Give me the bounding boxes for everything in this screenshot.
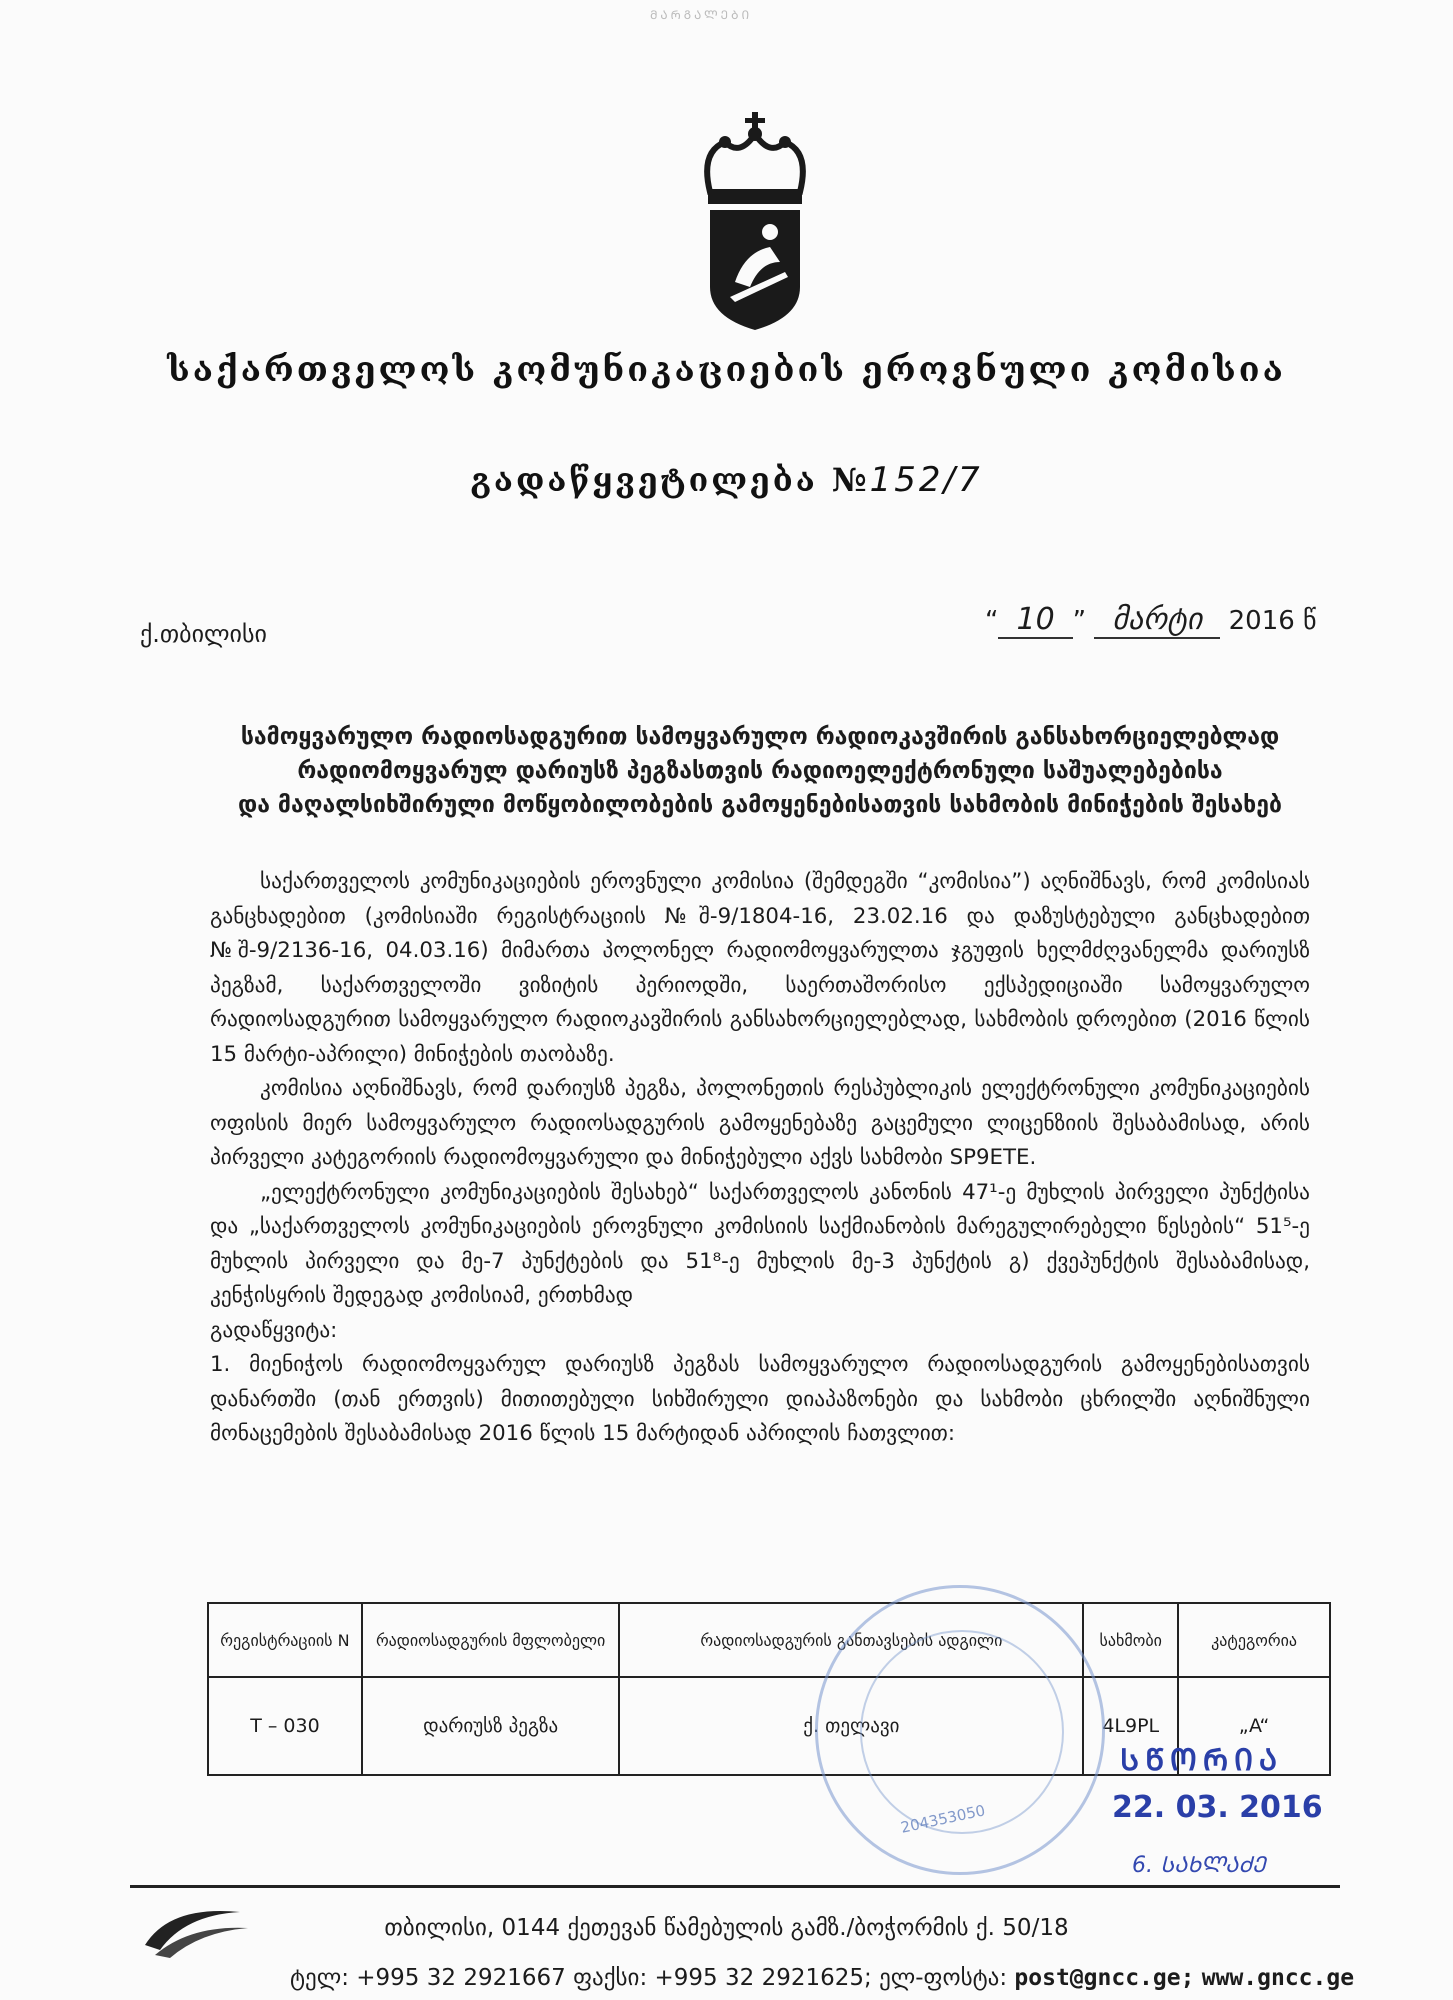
footer-contacts [290, 1965, 1354, 1991]
table-header-cell: რადიოსადგურის მფლობელი [362, 1603, 620, 1677]
footer-email[interactable]: post@gncc.ge; [1014, 1965, 1195, 1991]
decree-prefix: გადაწყვეტილება № [470, 461, 870, 499]
subject-line: სამოყვარულო რადიოსადგურით სამოყვარულო რადიოკავშირის განსახორციელებლად [240, 724, 1280, 750]
footer-fax: ფაქსი: +995 32 2921625; [573, 1965, 872, 1991]
coat-of-arms-icon [690, 112, 820, 332]
scan-mark: ᲛᲐᲠᲒᲐᲚᲔᲑᲘ [650, 8, 753, 22]
table-header-cell: რადიოსადგურის განთავსების ადგილი [619, 1603, 1083, 1677]
table-cell: ქ. თელავი [619, 1677, 1083, 1775]
body-paragraph: „ელექტრონული კომუნიკაციების შესახებ“ საქართველოს კანონის 47¹-ე მუხლის პირველი პუნქტისა და „საქართველოს კომუნიკაციების ეროვნული კომისიის საქმიანობის მარეგულირებელი წესების“ 51⁵-ე მუხლის პირველი და მე-7 პუნქტების და 51⁸-ე მუხლის მე-3 პუნქტის გ) ქვეპუნქტის შესაბამისად, კენჭისყრის შედეგად კომისიამ, ერთხმად [210, 1179, 1310, 1308]
decree-body [210, 865, 1310, 1452]
date-month: მარტი [1094, 602, 1220, 639]
table-header-cell: რეგისტრაციის N [208, 1603, 362, 1677]
body-paragraph: კომისია აღნიშნავს, რომ დარიუსზ პეგზა, პოლონეთის რესპუბლიკის ელექტრონული კომუნიკაციების ოფისის მიერ სამოყვარულო რადიოსადგურის გამოყენებაზე გაცემული ლიცენზიის შესაბამისად, არის პირველი კატეგორიის რადიომოყვარული და მინიჭებული აქვს სახმობი SP9ETE. [210, 1076, 1310, 1170]
table-header-cell: სახმობი [1083, 1603, 1178, 1677]
copy-stamp-label: ᲡᲬᲝᲠᲘᲐ [1120, 1743, 1284, 1778]
decided-line: გადაწყვიტა: [210, 1317, 338, 1343]
date-day: 10 [998, 602, 1072, 639]
decree-number: 152/7 [869, 460, 983, 500]
footer-divider [130, 1885, 1340, 1888]
decree-title [0, 460, 1453, 500]
body-paragraph: საქართველოს კომუნიკაციების ეროვნული კომისია (შემდეგში “კომისია”) აღნიშნავს, რომ კომისიას განცხადებით (კომისიაში რეგისტრაციის №შ-9/1804-16, 23.02.16 და დაზუსტებული განცხადებით №შ-9/2136-16, 04.03.16) მიმართა პოლონელ რადიომოყვარულთა ჯგუფის ხელმძღვანელმა დარიუსზ პეგზამ, საქართველოში ვიზიტის პერიოდში, საერთაშორისო ექსპედიციაში სამოყვარულო რადიოსადგურით სამოყვარულო რადიოკავშირის განსახორციელებლად, სახმობის დროებით (2016 წლის 15 მარტი-აპრილი) მინიჭების თაობაზე. [210, 869, 1310, 1067]
decision-point-1: 1. მიენიჭოს რადიომოყვარულ დარიუსზ პეგზას სამოყვარულო რადიოსადგურის გამოყენებისათვის დანართში (თან ერთვის) მითითებული სიხშირული დიაპაზონები და სახმობი ცხრილში აღნიშნული მონაცემების შესაბამისად 2016 წლის 15 მარტიდან აპრილის ჩათვლით: [210, 1352, 1310, 1446]
footer-address: თბილისი, 0144 ქეთევან წამებულის გამზ./ბოჭორმის ქ. 50/18 [384, 1915, 1069, 1941]
decree-subject [200, 720, 1320, 822]
table-cell: 4L9PL [1083, 1677, 1178, 1775]
table-cell: „A“ [1178, 1677, 1330, 1775]
footer-email-label: ელ-ფოსტა: [879, 1965, 1008, 1991]
subject-line: რადიომოყვარულ დარიუსზ პეგზასთვის რადიოელექტრონული საშუალებებისა [297, 758, 1223, 785]
footer-website[interactable]: www.gncc.ge [1201, 1965, 1355, 1991]
organization-title: საქართველოს კომუნიკაციების ეროვნული კომისია [167, 350, 1286, 390]
city: ქ.თბილისი [140, 620, 267, 648]
copy-stamp-date: 22. 03. 2016 [1112, 1790, 1323, 1825]
table-cell: T – 030 [208, 1677, 362, 1775]
footer-phone: ტელ: +995 32 2921667 [290, 1965, 566, 1991]
table-header-row [208, 1603, 1330, 1677]
subject-line: და მაღალსიხშირული მოწყობილობების გამოყენებისათვის სახმობის მინიჭების შესახებ [238, 792, 1282, 819]
seal-number: 204353050 [899, 1801, 987, 1837]
table-header-cell: კატეგორია [1178, 1603, 1330, 1677]
table-cell: დარიუსზ პეგზა [362, 1677, 620, 1775]
copy-signature: 6. ᲡᲐᲮᲚᲐᲫᲔ [1132, 1853, 1266, 1878]
seal-inner-ring [860, 1630, 1064, 1837]
decree-date: “ 10 ” მარტი 2016 წ [985, 602, 1317, 637]
date-year: 2016 წ [1228, 606, 1317, 636]
